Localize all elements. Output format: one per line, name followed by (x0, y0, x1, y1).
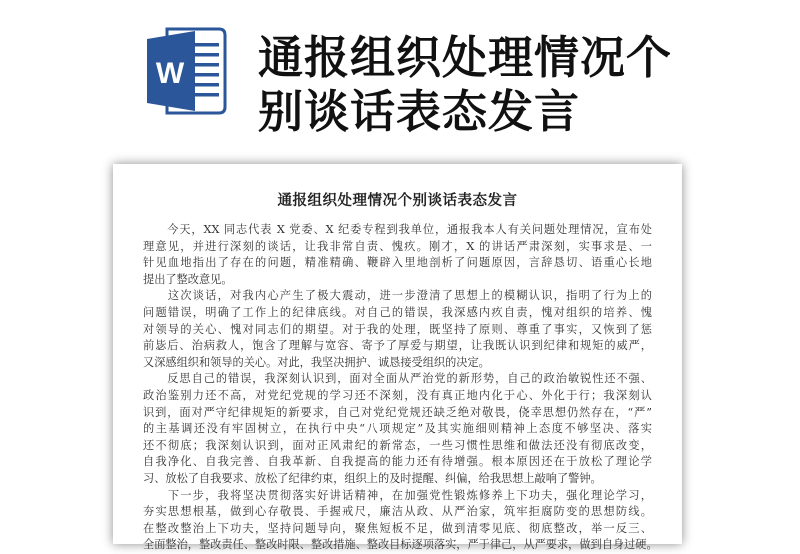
document-line: 反思自己的错误，我深刻认识到，面对全面从严治党的新形势，自己的政治敏锐性还不强、 (143, 372, 652, 386)
document-line: 下一步，我将坚决贯彻落实好讲话精神，在加强党性锻炼修养上下功夫，强化理论学习， (143, 488, 652, 502)
document-line: 政治鉴别力还不高，对党纪党规的学习还不深刻，没有真正地内化于心、外化于行；我深刻认 (143, 388, 652, 402)
page-title-line-2: 别谈话表态发言 (258, 85, 581, 138)
header (0, 0, 800, 160)
document-line: 在整改整治上下功夫，坚持问题导向，聚焦短板不足，做到清零见底、彻底整改，举一反三、 (143, 521, 652, 535)
document-line: 又深感组织和领导的关心。对此，我坚决拥护、诚恳接受组织的决定。 (143, 355, 490, 369)
document-line: 前毖后、治病救人，饱含了理解与宽容、寄予了厚爱与期望，让我既认识到纪律和规矩的威严， (143, 339, 652, 353)
document-line: 提出了整改意见。 (143, 272, 233, 286)
document-line: 问题错误，明确了工作上的纪律底线。对自己的错误，我深感内疚自责，愧对组织的培养、愧 (143, 305, 652, 319)
document-line: 识到，面对严守纪律规矩的新要求，自己对党纪党规还缺乏绝对敬畏，侥幸思想仍然存在，“严” (143, 405, 652, 419)
document-line: 对领导的关心、愧对同志们的期望。对于我的处理，既坚持了原则、尊重了事实，又恢到了惩 (143, 322, 652, 336)
document-title: 通报组织处理情况个别谈话表态发言 (277, 192, 518, 209)
document-body (143, 222, 658, 554)
word-document-icon (145, 27, 227, 115)
document-line: 夯实思想根基，做到心存敬畏、手握戒尺，廉洁从政、从严治家，筑牢拒腐防变的思想防线。 (143, 505, 652, 519)
page-title-line-1: 通报组织处理情况个 (258, 31, 673, 84)
document-page (113, 164, 682, 552)
document-line: 这次谈话，对我内心产生了极大震动，进一步澄清了思想上的模糊认识，指明了行为上的 (143, 289, 652, 303)
document-line: 全面整治，整改责任、整改时限、整改措施、整改目标逐项落实，严于律己，从严要求，做到自身过硬。 (143, 538, 658, 552)
document-line: 理意见，并进行深刻的谈话，让我非常自责、愧疚。刚才，X 的讲话严肃深刻，实事求是、一 (143, 239, 652, 253)
document-line: 今天，XX 同志代表 X 党委、X 纪委专程到我单位，通报我本人有关问题处理情况，宣布处 (143, 223, 652, 236)
document-line: 还不彻底；我深刻认识到，面对正风肃纪的新常态，一些习惯性思维和做法还没有彻底改变， (143, 438, 652, 452)
document-line: 自我净化、自我完善、自我革新、自我提高的能力还有待增强。根本原因还在于放松了理论学 (143, 455, 652, 469)
document-line: 针见血地指出了存在的问题，精准精确、鞭辟入里地剖析了问题原因，言辞恳切、语重心长地 (143, 256, 652, 270)
word-letter: W (155, 57, 185, 90)
document-line: 习、放松了自我要求、放松了纪律约束，组织上的及时提醒、纠偏，给我思想上敲响了警钟。 (143, 471, 602, 485)
document-line: 的主基调还没有牢固树立，在执行中央“八项规定”及其实施细则精神上态度不够坚决、落实 (143, 422, 652, 436)
